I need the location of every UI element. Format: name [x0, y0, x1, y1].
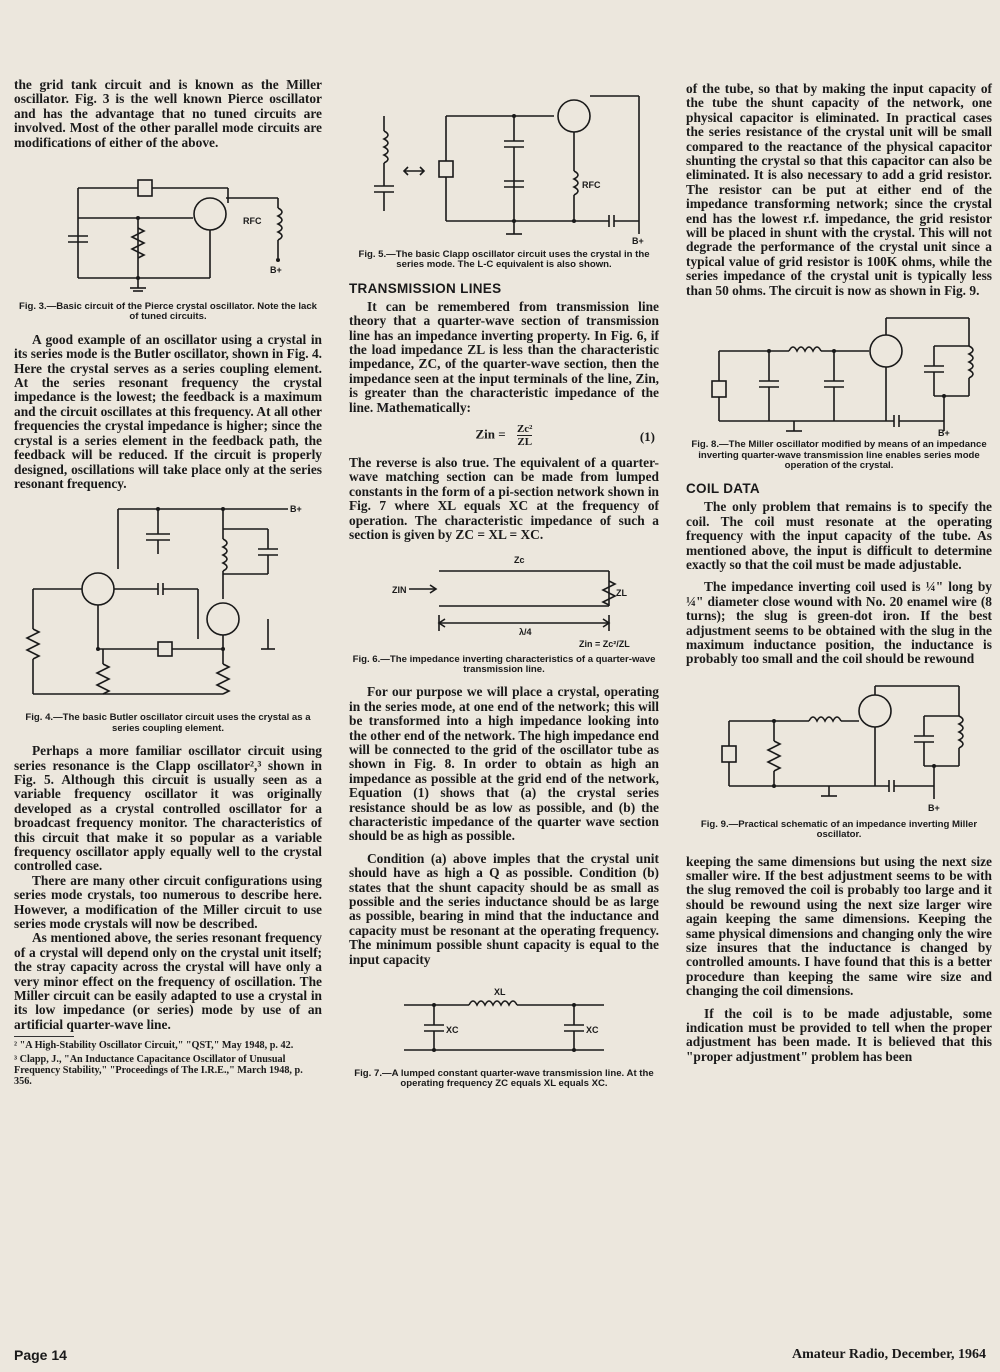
practical-miller-schematic — [699, 681, 979, 816]
zin-eq-label: Zin = Zc²/ZL — [579, 638, 630, 649]
col3-para-2: The only problem that remains is to specify the coil. The coil must resonate at the operating frequency with the input capacity of the tube. As mentioned above, the input is difficult to determine exactly so that the coil must be made adjustable. — [686, 499, 992, 572]
col2-para-4: Condition (a) above imples that the crystal unit should have as high a Q as possible. Condition (b) states that the shunt capacity should be as small as possible and the series inductance should be as large as possible, bearing in mind that the inductance and capacity must be resonant at the operating frequency. The minimum possible shunt capacity is equal to the input capacity — [349, 850, 659, 967]
bplus-label-fig5: B+ — [632, 236, 644, 246]
footnote-rule — [14, 1036, 74, 1037]
fig7-caption: Fig. 7.—A lumped constant quarter-wave transmission line. At the operating frequency ZC equals XL equals XC. — [354, 1068, 654, 1090]
footnote-3: ³ Clapp, J., "An Inductance Capacitance Oscillator of Unusual Frequency Stability," "Proceedings of The I.R.E.," March 1948, p. 356. — [14, 1054, 303, 1088]
bplus-label-fig4: B+ — [290, 504, 302, 515]
eq-lhs: Zin = — [475, 426, 506, 442]
zc-label: Zc — [514, 554, 525, 565]
fig4-caption: Fig. 4.—The basic Butler oscillator circuit uses the crystal as a series coupling element. — [25, 712, 311, 734]
eq-fraction — [517, 423, 533, 448]
col2-para-1: It can be remembered from transmission line theory that a quarter-wave section of transmission line has an impedance inverting property. In Fig. 6, if the load impedance ZL is less than the characteristic impedance, ZC, of the quarter-wave section, then the impedance seen at the input terminals of the line, Zin, is greater than the characteristic impedance of the line. Mathematically: — [349, 298, 659, 415]
col1-para-2: A good example of an oscillator using a crystal in its series mode is the Butler oscillator, shown in Fig. 4. Here the crystal serves as a series coupling element. At the series resonant frequency the crystal impedance is the lowest; the feedback is a maximum and the circuit oscillates at this frequency. At all other frequencies the crystal impedance is higher; since the crystal is a series element in the feedback path, the feedback will be reduced. If the circuit is properly designed, oscillations will take place only at the series resonant frequency. — [14, 331, 322, 491]
col3-para-3: The impedance inverting coil used is ¼" long by ¼" diameter close wound with No. 20 enamel wire (8 turns); the slug is green-dot iron. If the best adjustment seems to be obtained with the slug in the maximum inductance position, the inductance is probably too small and the coil should be rewound — [686, 579, 992, 667]
heading-transmission-lines: TRANSMISSION LINES — [349, 280, 502, 296]
figure-8 — [686, 306, 992, 436]
figure-7 — [349, 985, 659, 1065]
fig8-caption: Fig. 8.—The Miller oscillator modified by means of an impedance inverting quarter-wave transmission line enables series mode operation of the crystal. — [691, 439, 987, 471]
fig3-caption: Fig. 3.—Basic circuit of the Pierce crystal oscillator. Note the lack of tuned circuits. — [18, 301, 318, 323]
bplus-label-fig3: B+ — [270, 265, 282, 276]
xl-label: XL — [494, 987, 506, 998]
col2-para-2: The reverse is also true. The equivalent of a quarter-wave matching section can be made from lumped constants in the form of a pi-section network shown in Fig. 7 where XL equals XC at the frequency of operation. The characteristic impedance of such a section is given by ZC = XL = XC. — [349, 455, 659, 543]
figure-6 — [349, 551, 659, 651]
butler-oscillator-schematic — [18, 499, 318, 709]
col1-para-3: Perhaps a more familiar oscillator circuit using series resonance is the Clapp oscillator²,³ shown in Fig. 5. Although this circuit is usually seen as a variable frequency oscillator it was originally developed as a crystal controlled oscillator for a broadcast frequency monitor. The characteristics of this circuit that make it so popular as a variable frequency oscillator apply equally well to the crystal controlled case. — [14, 743, 322, 874]
xc-label-right: XC — [586, 1025, 599, 1036]
figure-9 — [686, 681, 992, 816]
rfc-label-fig5: RFC — [582, 180, 601, 190]
pi-section-network-diagram — [374, 985, 634, 1065]
bplus-label-fig8: B+ — [938, 428, 950, 437]
bplus-label-fig9: B+ — [928, 802, 940, 813]
lambda-label: λ/4 — [519, 626, 532, 637]
col3-para-4: keeping the same dimensions but using the next size smaller wire. If the best adjustment seems to be with the slug removed the coil is probably too large and it should be rewound using the next size larger wire again keeping the same dimensions. Keeping the same physical dimensions and changing only the wire size insures that the inductance is changed by controlled amounts. I have found that this is a better procedure than keeping the same wire size and changing the coil dimensions. — [686, 853, 992, 999]
heading-coil-data: COIL DATA — [686, 481, 760, 497]
clapp-oscillator-schematic — [354, 76, 654, 246]
fig9-caption: Fig. 9.—Practical schematic of an impedance inverting Miller oscillator. — [700, 818, 978, 841]
figure-3 — [14, 158, 322, 298]
zin-label: ZIN — [392, 584, 407, 595]
col1-para-1: the grid tank circuit and is known as the Miller oscillator. Fig. 3 is the well known Pierce oscillator and has the advantage that no tuned circuits are involved. Most of the other parallel mode circuits are modifications of either of the above. — [14, 77, 322, 150]
eq-numerator: Zc² — [516, 423, 533, 436]
col1-para-4: There are many other circuit configurations using series mode crystals, too numerous to describe here. However, a modification of the Miller circuit to use series mode crystals will now be described. — [14, 872, 322, 931]
column-2 — [349, 76, 659, 1100]
eq-denominator: ZL — [517, 436, 533, 449]
modified-miller-schematic — [694, 306, 984, 436]
page-number: Page 14 — [14, 1347, 67, 1363]
equation-1 — [349, 423, 659, 448]
zl-label: ZL — [616, 587, 627, 598]
pierce-oscillator-schematic — [38, 158, 298, 298]
eq-number: (1) — [639, 429, 655, 445]
rfc-label: RFC — [243, 216, 262, 227]
footnote-2: ² "A High-Stability Oscillator Circuit," "QST," May 1948, p. 42. — [14, 1040, 294, 1052]
xc-label-left: XC — [446, 1025, 459, 1036]
publication-footer: Amateur Radio, December, 1964 — [791, 1347, 986, 1362]
quarter-wave-line-diagram — [354, 551, 654, 651]
column-1 — [14, 78, 322, 1087]
fig5-caption: Fig. 5.—The basic Clapp oscillator circuit uses the crystal in the series mode. The L-C equivalent is also shown. — [358, 249, 650, 271]
figure-4 — [14, 499, 322, 709]
column-3 — [686, 82, 992, 1064]
figure-5 — [349, 76, 659, 246]
col2-para-3: For our purpose we will place a crystal, operating in the series mode, at one end of the network; this will be transformed into a high impedance looking into the other end of the network. The high impedance end will be connected to the grid of the oscillator tube as shown in Fig. 8. In order to obtain as high an impedance as possible at the grid end of the network, Equation (1) shows that (a) the crystal series resistance should be as low as possible, and (b) the characteristic impedance of the quarter wave section should be as high as possible. — [349, 684, 659, 844]
col1-para-5: As mentioned above, the series resonant frequency of a crystal will depend only on the crystal unit itself; the stray capacity across the crystal will have only a very minor effect on the frequency of oscillation. The Miller circuit can be easily adapted to use a crystal in its low impedance (or series) mode by use of an artificial quarter-wave line. — [14, 930, 322, 1032]
col3-para-5: If the coil is to be made adjustable, some indication must be provided to tell when the proper adjustment has been made. It is believed that this "proper adjustment" problem has been — [686, 1005, 992, 1064]
col3-para-1: of the tube, so that by making the input capacity of the tube the shunt capacity of the network, one physical capacitor is eliminated. In practical cases the series resistance of the crystal unit will be small compared to the reactance of the physical capacitor shunting the crystal so that this capacitor can also be eliminated. It is also necessary to add a grid resistor. The resistor can be put at either end of the impedance transforming network; since the crystal end has the lowest r.f. impedance, the grid resistor will be placed in shunt with the crystal. This will not degrade the performance of the crystal unit since a typical value of grid resistor is 100K ohms, while the series impedance of the crystal unit is typically less than 50 ohms. The circuit is now as shown in Fig. 9. — [686, 81, 992, 298]
fig6-caption: Fig. 6.—The impedance inverting characteristics of a quarter-wave transmission line. — [352, 653, 656, 675]
